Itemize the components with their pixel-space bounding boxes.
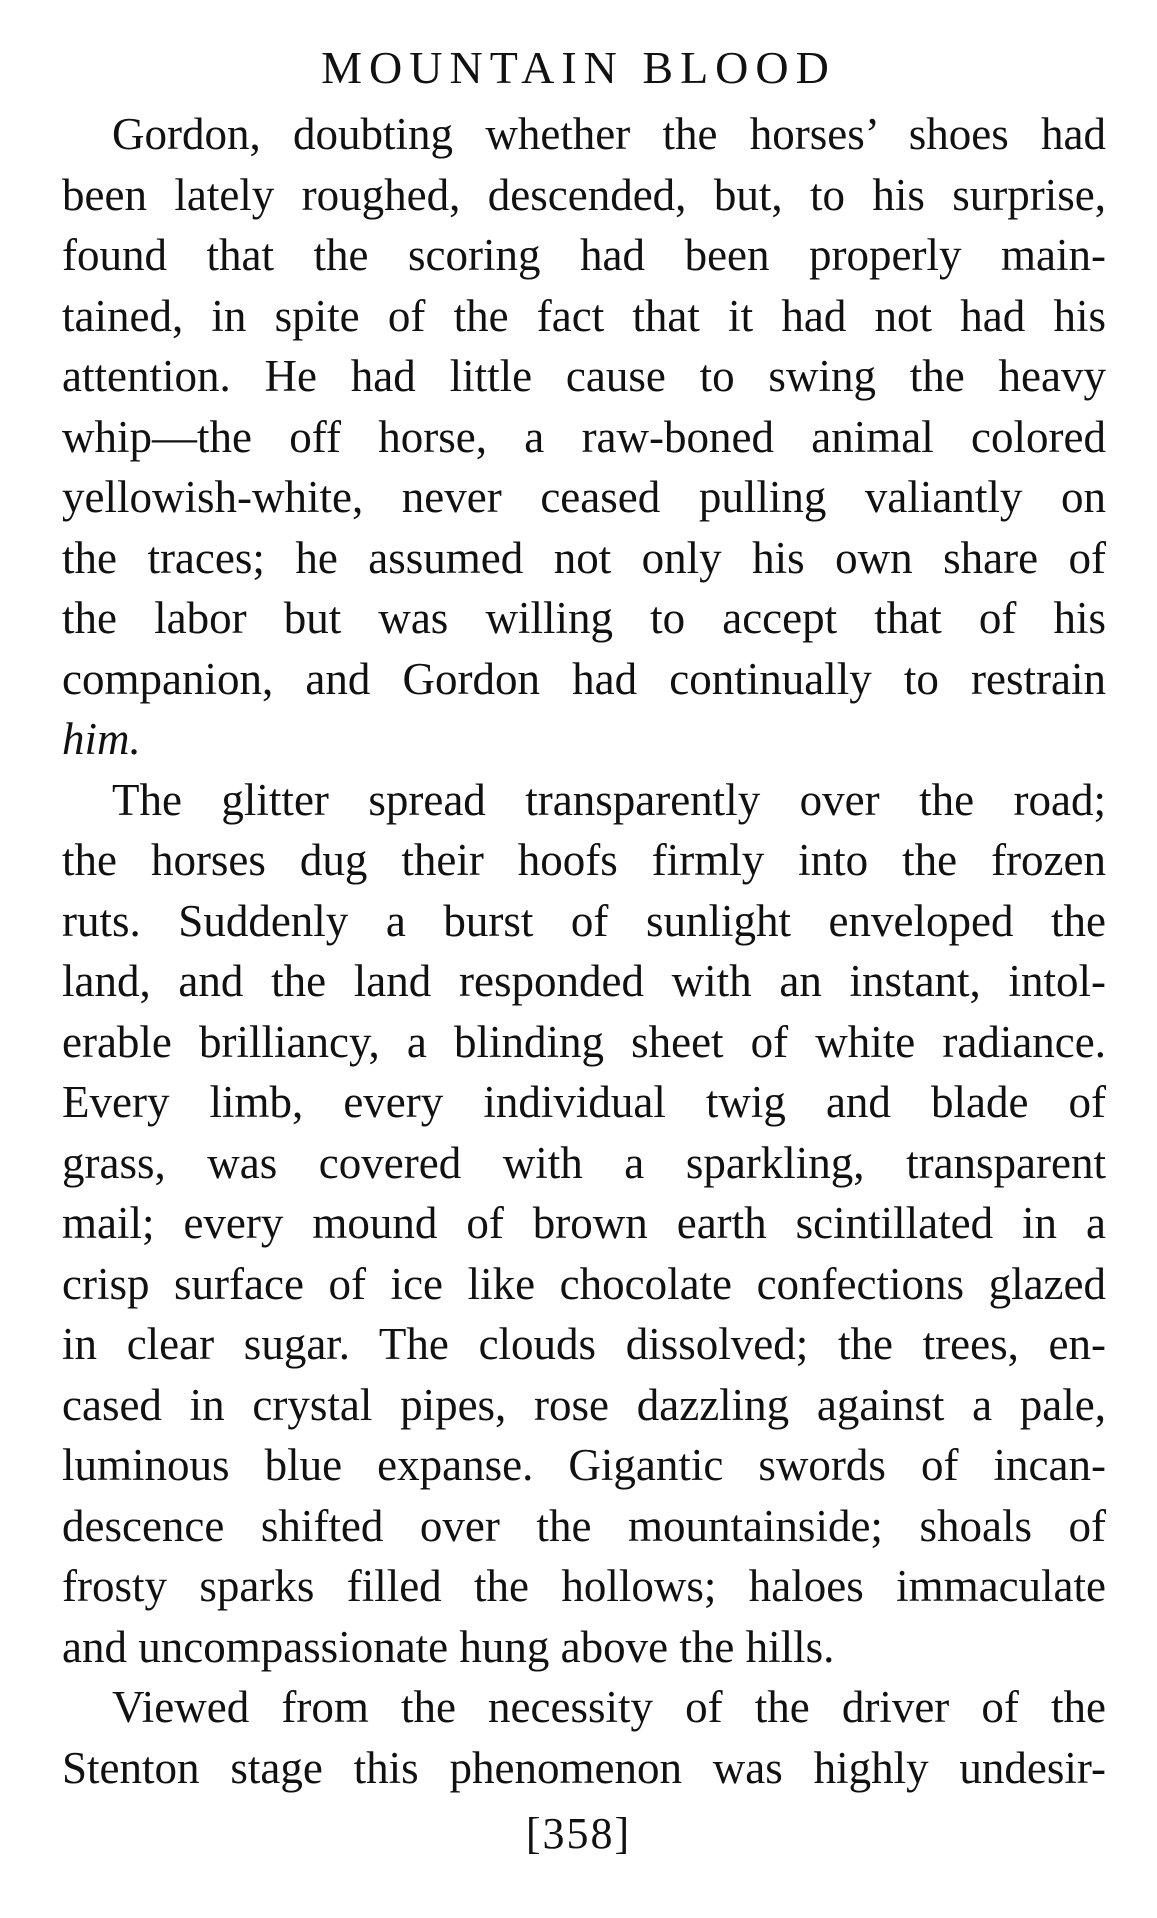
text-line: Gordon, doubting whether the horses’ shoes had xyxy=(112,109,1106,159)
text-line: him. xyxy=(62,714,141,764)
text-line: Every limb, every individual twig and blade of xyxy=(62,1077,1106,1127)
text-line: luminous blue expanse. Gigantic swords of incan- xyxy=(62,1440,1106,1490)
running-head: MOUNTAIN BLOOD xyxy=(321,42,836,93)
text-line: descence shifted over the mountainside; shoals of xyxy=(62,1500,1106,1551)
text-line: Viewed from the necessity of the driver of the xyxy=(112,1682,1106,1732)
text-line: land, and the land responded with an instant, intol- xyxy=(62,956,1106,1006)
text-line: frosty sparks filled the hollows; haloes immaculate xyxy=(62,1561,1106,1611)
text-line: whip—the off horse, a raw-boned animal colored xyxy=(62,411,1106,462)
text-line: the traces; he assumed not only his own share of xyxy=(62,532,1106,583)
text-line: in clear sugar. The clouds dissolved; the trees, en- xyxy=(62,1319,1106,1369)
page-number: [358] xyxy=(525,1809,632,1858)
text-line: ruts. Suddenly a burst of sunlight enveloped the xyxy=(62,895,1106,946)
body-text xyxy=(62,104,1106,1798)
text-line: erable brilliancy, a blinding sheet of white radiance. xyxy=(62,1016,1106,1067)
text-line: the horses dug their hoofs firmly into the frozen xyxy=(62,835,1106,885)
text-line: the labor but was willing to accept that of his xyxy=(62,593,1106,643)
text-line: cased in crystal pipes, rose dazzling against a pale, xyxy=(62,1379,1106,1430)
text-line: tained, in spite of the fact that it had not had his xyxy=(62,290,1106,341)
text-line: Stenton stage this phenomenon was highly undesir- xyxy=(62,1742,1106,1793)
text-line: grass, was covered with a sparkling, transparent xyxy=(62,1137,1106,1188)
text-line: yellowish-white, never ceased pulling valiantly on xyxy=(62,472,1106,522)
text-line: mail; every mound of brown earth scintillated in a xyxy=(62,1198,1106,1248)
text-line: found that the scoring had been properly main- xyxy=(62,230,1106,280)
text-line: companion, and Gordon had continually to restrain xyxy=(62,653,1106,704)
text-line: The glitter spread transparently over the road; xyxy=(112,774,1106,825)
text-line: crisp surface of ice like chocolate confections glazed xyxy=(62,1258,1106,1309)
text-line: attention. He had little cause to swing the heavy xyxy=(62,351,1106,401)
text-line: and uncompassionate hung above the hills. xyxy=(62,1621,835,1672)
text-line: been lately roughed, descended, but, to his surprise, xyxy=(62,169,1106,220)
